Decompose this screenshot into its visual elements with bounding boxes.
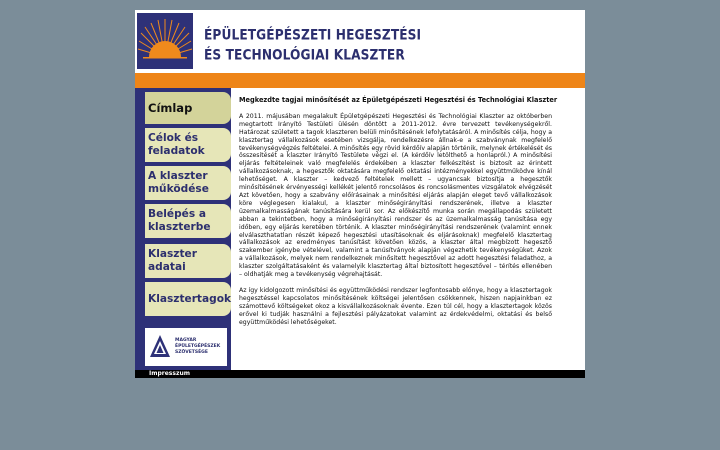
page-container: [135, 10, 585, 378]
sidebar-edge: [135, 88, 145, 370]
association-name: MAGYAR ÉPÜLETGÉPÉSZEK SZÖVETSÉGE: [175, 338, 221, 355]
association-logo-icon: [149, 334, 171, 358]
association-logo[interactable]: [145, 328, 227, 366]
nav-item-label: Klaszter adatai: [148, 248, 197, 273]
nav-item-celok-es-feladatok[interactable]: [145, 128, 231, 162]
nav-item-klaszter-adatai[interactable]: [145, 244, 231, 278]
nav-item-belepes-a-klaszterbe[interactable]: [145, 204, 231, 238]
nav-item-label: Belépés a klaszterbe: [148, 208, 211, 233]
site-header: [135, 10, 585, 72]
nav-item-label: Klasztertagok: [148, 292, 232, 305]
site-title-line-1: ÉPÜLETGÉPÉSZETI HEGESZTÉSI: [204, 27, 422, 44]
sunburst-logo-icon[interactable]: [137, 13, 193, 69]
main-content: [239, 96, 558, 334]
nav-item-label: Címlap: [148, 100, 193, 115]
nav-item-cimlap[interactable]: [145, 92, 231, 124]
article-heading: Megkezdte tagjai minősítését az Épületgépészeti Hegesztési és Technológiai Klaszter: [239, 96, 558, 104]
impresszum-link[interactable]: Impresszum: [149, 370, 190, 377]
site-title-line-2: ÉS TECHNOLÓGIAI KLASZTER: [204, 47, 405, 64]
nav-item-klasztertagok[interactable]: [145, 282, 231, 316]
orange-divider-bar: [135, 73, 585, 88]
article-paragraph: Az így kidolgozott minősítési és együttműködési rendszer legfontosabb előnye, hogy a klasztertagok hegesztéssel kapcsolatos minősítésének költségei jelentősen csökkennek, hiszen napjainkban ez számottevő költségeket okoz a kisvállalkozásoknak évente. Ezen túl cél, hogy a klasztertagok közös erővel ki tudják használni a fejlesztési pályázatokat valamint az érdekvédelmi, oktatási és belső együttműködési lehetőségeket.: [239, 286, 552, 326]
nav-item-a-klaszter-mukodese[interactable]: [145, 166, 231, 200]
nav-item-label: A klaszter működése: [148, 170, 209, 195]
nav-item-label: Célok és feladatok: [148, 132, 205, 157]
site-footer: [135, 370, 585, 378]
article-paragraph: A 2011. májusában megalakult Épületgépészeti Hegesztési és Technológiai Klaszter az októberben megtartott Irányító Testületi ülésén döntött a 2011-2012. évre tervezett tevékenységekről. Határozat született a tagok klaszteren belüli minősítésének lefolytatásáról. A minősítés célja, hogy a klasztertag vállalkozások esetében vizsgálja, rendelkezésre állnak-e a szabványnak megfelelő tevékenységvégzés feltételei. A minősítés egy rövid kérdőív alapján történik, melynek értékelését és összesítését a klaszter Irányító Testülete végzi el. (A kérdőív letölthető a honlapról.) A minősítési eljárás feltételeinek való megfelelés érdekében a klaszter felkészítést is biztosít az érintett vállalkozásoknak, a hegesztők oktatására megfelelő oktatási intézményekkel együttműködve kínál lehetőséget. A klaszter – kedvező feltételek mellett – ugyancsak biztosítja a hegesztők minősítésének érvényességi kellékét jelentő roncsolásos és roncsolásmentes vizsgálatok elvégzését Azt követően, hogy a szabvány előírásainak a minősítési eljárás alapján eleget tevő vállalkozások köre véglegesen kialakul, a klaszter minőségirányítási rendszerének, illetve a klaszter üzemalkalmasságának tanúsítására kerül sor. Az előkészítő munka során megállapodás született abban a tekintetben, hogy a minőségirányítási rendszer és az üzemalkalmasság tanúsítása egy időben, egy eljárás keretében történik. A klaszter minőségirányítási rendszerének (valamint ennek elválaszthatatlan részét képező hegesztési utasításoknak és eljárásoknak) megfelelő klasztertag vállalkozások az eredményes tanúsítást követően közös, a klaszter által megbízott hegesztő szakember igénybe vételével, valamint a tanúsítványok alapján végezhetik tevékenységüket. Azok a vállalkozások, melyek nem rendelkeznek minősített hegesztővel az adott hegesztési feladathoz, a klaszter szolgáltatásaként és valamelyik klasztertag által biztosított hegesztővel – térítés ellenében – oldhatják meg a tevékenység végrehajtását.: [239, 112, 552, 279]
